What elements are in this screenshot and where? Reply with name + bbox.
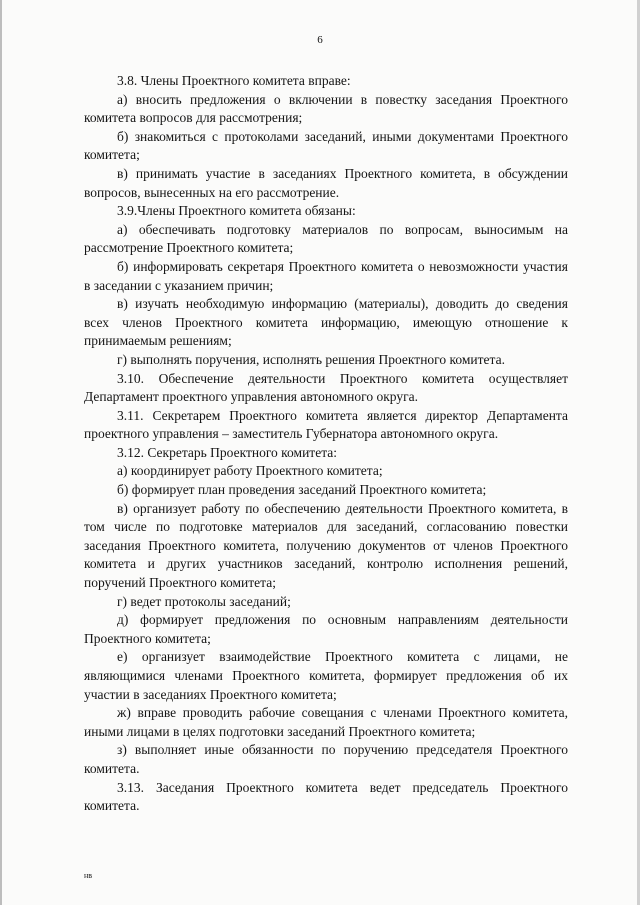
scan-edge-left xyxy=(0,0,2,905)
paragraph-3-11: 3.11. Секретарем Проектного комитета является директор Департамента проектного управления – заместитель Губернатора автономного округа. xyxy=(84,407,568,442)
paragraph-3-8-a: а) вносить предложения о включении в повестку заседания Проектного комитета вопросов для рассмотрения; xyxy=(84,91,568,126)
page-number: 6 xyxy=(317,34,323,46)
paragraph-3-8: 3.8. Члены Проектного комитета вправе: xyxy=(117,73,351,88)
paragraph-3-13: 3.13. Заседания Проектного комитета ведет председатель Проектного комитета. xyxy=(84,779,568,814)
paragraph-3-9-v: в) изучать необходимую информацию (материалы), доводить до сведения всех членов Проектного комитета информацию, имеющую отношение к принимаемым решениям; xyxy=(84,296,568,349)
paragraph-3-12-d: д) формирует предложения по основным направлениям деятельности Проектного комитета; xyxy=(84,612,568,646)
paragraph-3-9-g: г) выполнять поручения, исполнять решения Проектного комитета. xyxy=(117,351,505,367)
paragraph-3-10: 3.10. Обеспечение деятельности Проектного комитета осуществляет Департамент проектного управления автономного округа. xyxy=(84,370,568,405)
paragraph-3-12-g: г) ведет протоколы заседаний; xyxy=(117,593,291,609)
paragraph-3-12-b: б) формирует план проведения заседаний Проектного комитета; xyxy=(117,482,487,498)
paragraph-3-9: 3.9.Члены Проектного комитета обязаны: xyxy=(117,203,356,219)
paragraph-3-12-a: а) координирует работу Проектного комитета; xyxy=(117,463,383,479)
paragraph-3-12: 3.12. Секретарь Проектного комитета: xyxy=(117,444,337,460)
paragraph-3-12-v: в) организует работу по обеспечению деятельности Проектного комитета, в том числе по подготовке материалов для заседаний, согласованию повестки заседания Проектного комитета, получению документов от членов Проектного комитета и других участников заседаний, контролю исполнения решений, поручений Проектного комитета; xyxy=(84,500,568,591)
paragraph-3-8-v: в) принимать участие в заседаниях Проектного комитета, в обсуждении вопросов, вынесенных на его рассмотрение. xyxy=(84,165,568,200)
paragraph-3-12-z: з) выполняет иные обязанности по поручению председателя Проектного комитета. xyxy=(84,742,568,776)
paragraph-3-12-zh: ж) вправе проводить рабочие совещания с членами Проектного комитета, иными лицами в целях подготовки заседаний Проектного комитета; xyxy=(84,705,568,739)
paragraph-3-12-e: е) организует взаимодействие Проектного комитета с лицами, не являющимися членами Проектного комитета, формирует предложения об их участии в заседаниях Проектного комитета; xyxy=(84,649,568,702)
paragraph-3-9-b: б) информировать секретаря Проектного комитета о невозможности участия в заседании с указанием причин; xyxy=(84,258,568,293)
document-body xyxy=(84,72,568,816)
paragraph-3-9-a: а) обеспечивать подготовку материалов по вопросам, выносимым на рассмотрение Проектного комитета; xyxy=(84,221,568,256)
footer-mark: нв xyxy=(84,871,93,880)
paragraph-3-8-b: б) знакомиться с протоколами заседаний, иными документами Проектного комитета; xyxy=(84,128,568,163)
